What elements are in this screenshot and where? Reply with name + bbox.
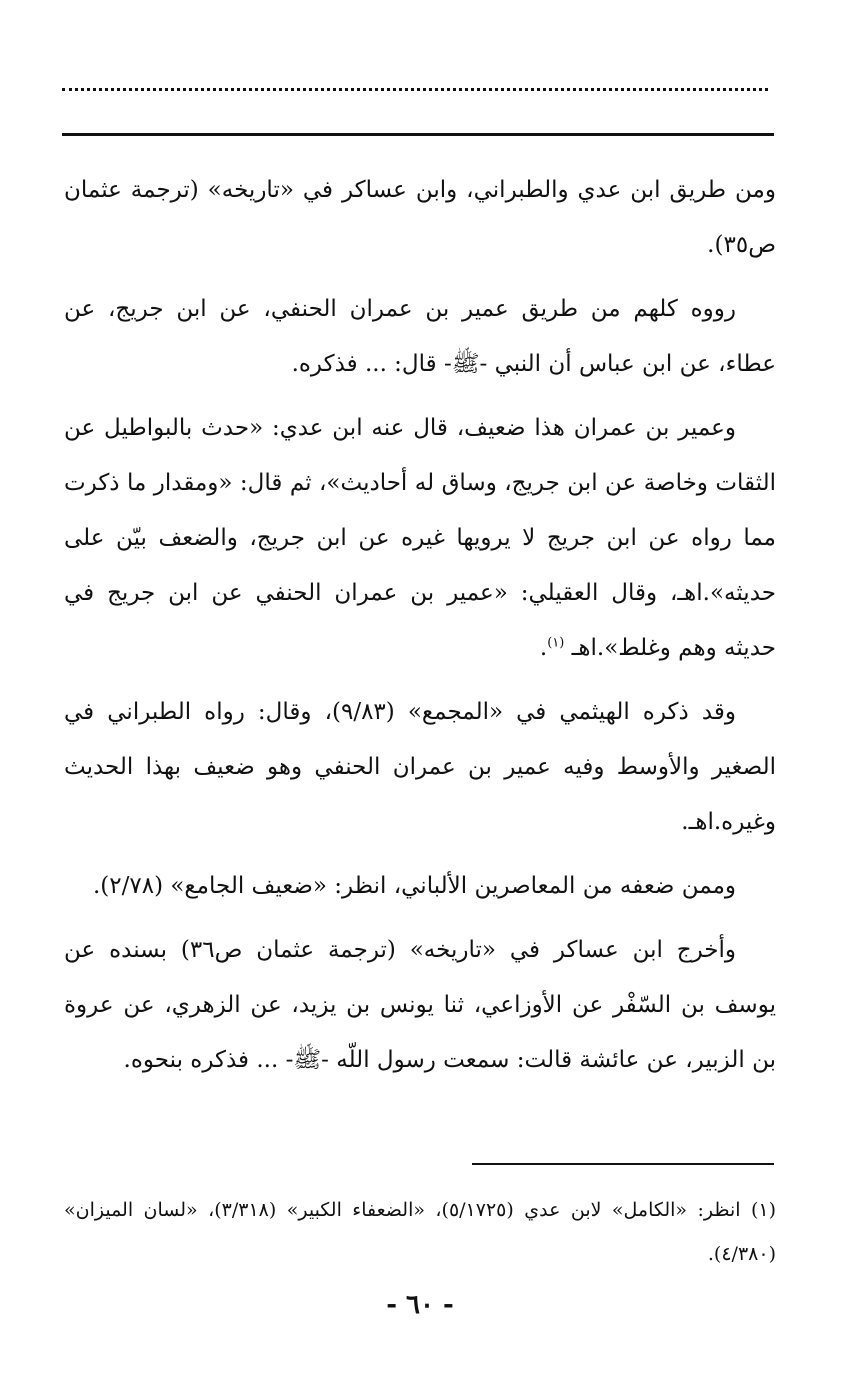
paragraph-5: وممن ضعفه من المعاصرين الألباني، انظر: «ضعيف الجامع» (٢/٧٨). (92, 873, 736, 899)
paragraph-3-text: وعمير بن عمران هذا ضعيف، قال عنه ابن عدي: «حدث بالبواطيل عن الثقات وخاصة عن ابن جريج، وساق له أحاديث»، ثم قال: «ومقدار ما ذكرت مما رواه عن ابن جريج لا يرويها غيره عن ابن جريج، والضعف بيّن على حديثه».اهـ، وقال العقيلي: «عمير بن عمران الحنفي عن ابن جريج في حديثه وهم وغلط».اهـ (64, 415, 776, 661)
footnotes (64, 1188, 776, 1276)
paragraph-1: ومن طريق ابن عدي والطبراني، وابن عساكر في «تاريخه» (ترجمة عثمان ص٣٥). (64, 177, 776, 258)
main-text (64, 163, 776, 1097)
page-number: - ٦٠ - (386, 1290, 454, 1320)
paragraph-3 (64, 401, 776, 676)
footnote-reference-end: . (539, 635, 548, 661)
paragraph-6: وأخرج ابن عساكر في «تاريخه» (ترجمة عثمان ص٣٦) بسنده عن يوسف بن السّفْر عن الأوزاعي، ثنا يونس بن يزيد، عن الزهري، عن عروة بن الزبير، عن عائشة قالت: سمعت رسول اللّه -ﷺ- ... فذكره بنحوه. (64, 937, 776, 1073)
paragraph-4: وقد ذكره الهيثمي في «المجمع» (٩/٨٣)، وقال: رواه الطبراني في الصغير والأوسط وفيه عمير بن عمران الحنفي وهو ضعيف بهذا الحديث وغيره.اهـ. (64, 699, 776, 835)
footnote-1: (١) انظر: «الكامل» لابن عدي (٥/١٧٢٥)، «الضعفاء الكبير» (٣/٣١٨)، «لسان الميزان» (٤/٣٨٠). (64, 1199, 776, 1265)
paragraph-2: رووه كلهم من طريق عمير بن عمران الحنفي، عن ابن جريج، عن عطاء، عن ابن عباس أن النبي -ﷺ- قال: ... فذكره. (64, 296, 776, 377)
header-dotted-rule (62, 88, 768, 91)
header-solid-rule (62, 133, 774, 136)
footnote-separator (472, 1163, 774, 1165)
footnote-reference: (١) (547, 635, 565, 651)
